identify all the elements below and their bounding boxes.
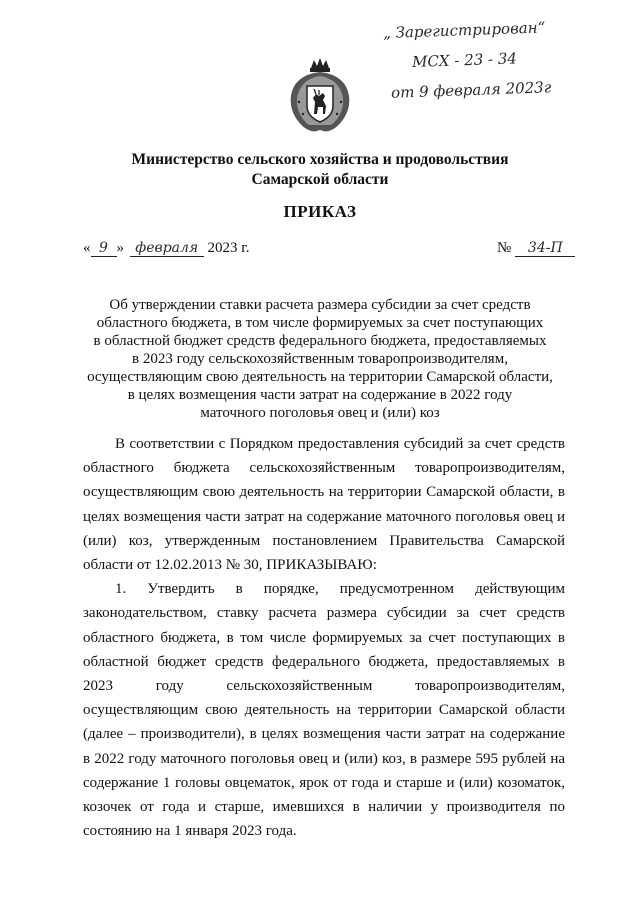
document-date <box>83 240 249 257</box>
number-value: 34-П <box>515 240 575 257</box>
ministry-name <box>0 150 640 190</box>
document-body <box>83 432 565 843</box>
registration-note-line2: МСХ - 23 - 34 <box>411 49 518 72</box>
date-close-quote: » <box>116 240 124 256</box>
date-day: 9 <box>91 240 117 257</box>
ministry-name-line2: Самарской области <box>251 171 389 188</box>
subject-line: Об утверждении ставки расчета размера субсидии за счет средств <box>109 297 531 313</box>
registration-note <box>371 10 629 109</box>
date-year: 2023 г. <box>207 240 250 256</box>
subject-line: в областной бюджет средств федерального бюджета, предоставляемых <box>93 333 547 349</box>
subject-line: осуществляющим свою деятельность на территории Самарской области, <box>87 369 553 385</box>
ministry-name-line1: Министерство сельского хозяйства и продовольствия <box>131 151 509 168</box>
subject-line: в 2023 году сельскохозяйственным товаропроизводителям, <box>132 351 508 367</box>
date-open-quote: « <box>83 240 91 256</box>
subject-line: областного бюджета, в том числе формируемых за счет поступающих <box>96 315 544 331</box>
registration-note-line1: „ Зарегистрирован“ <box>382 18 546 43</box>
date-month: февраля <box>130 240 204 257</box>
coat-of-arms-icon <box>285 56 355 134</box>
item-1-paragraph: 1. Утвердить в порядке, предусмотренном действующим законодательством, ставку расчета размера субсидии за счет средств областного бюджета, в том числе формируемых за счет поступающих в областной бюджет средств федерального бюджета, предоставляемых в 2023 году сельскохозяйственным товаропроизводителям, осуществляющим свою деятельность на территории Самарской области (далее – производители), в целях возмещения части затрат на содержание в 2022 году маточного поголовья овец и (или) коз, в размере 595 рублей на содержание 1 головы овцематок, ярок от года и старше и (или) козоматок, козочек от года и старше, имевшихся в наличии у производителя по состоянию на 1 января 2023 года. <box>83 581 565 840</box>
document-number <box>497 240 575 257</box>
subject-line: в целях возмещения части затрат на содержание в 2022 году <box>127 387 513 403</box>
number-label: № <box>497 240 512 256</box>
preamble-paragraph: В соответствии с Порядком предоставления субсидий за счет средств областного бюджета сельскохозяйственным товаропроизводителям, осуществляющим свою деятельность на территории Самарской области, в целях возмещения части затрат на содержание маточного поголовья овец и (или) коз, утвержденным постановлением Правительства Самарской области от 12.02.2013 № 30, ПРИКАЗЫВАЮ: <box>83 436 565 574</box>
document-subject <box>80 296 560 422</box>
document-type: ПРИКАЗ <box>283 202 357 221</box>
subject-line: маточного поголовья овец и (или) коз <box>200 405 440 421</box>
registration-note-line3: от 9 февраля 2023г <box>390 78 552 102</box>
